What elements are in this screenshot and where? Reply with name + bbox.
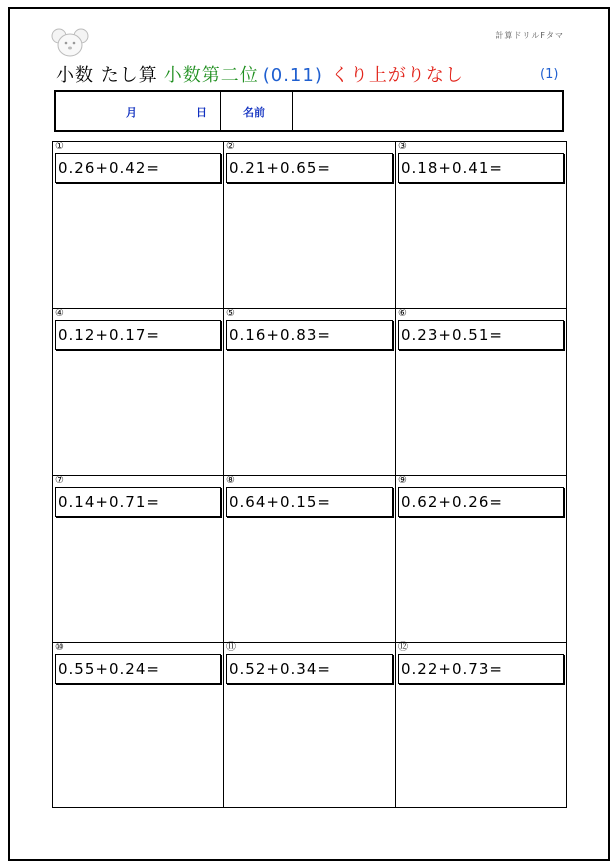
problem-number: ⑦ xyxy=(55,475,64,486)
mouse-mascot-icon xyxy=(50,27,90,59)
problem-number: ⑩ xyxy=(55,642,64,653)
problem-cell[interactable] xyxy=(53,643,224,807)
name-label: 名前 xyxy=(221,92,293,130)
name-date-box xyxy=(54,90,564,132)
name-field[interactable] xyxy=(293,92,562,130)
problem-number: ⑤ xyxy=(226,308,235,319)
day-label: 日 xyxy=(196,106,207,119)
problem-expression: 0.23+0.51= xyxy=(398,320,564,350)
problem-cell[interactable] xyxy=(53,476,224,643)
problem-number: ⑫ xyxy=(398,642,408,653)
problem-expression: 0.16+0.83= xyxy=(226,320,393,350)
date-field[interactable] xyxy=(56,92,221,130)
problem-number: ⑨ xyxy=(398,475,407,486)
title-level: 小数第二位 xyxy=(163,65,259,86)
problem-number: ③ xyxy=(398,141,407,152)
page-title xyxy=(56,61,464,87)
problem-number: ⑥ xyxy=(398,308,407,319)
problem-cell[interactable] xyxy=(396,643,566,807)
problem-expression: 0.55+0.24= xyxy=(55,654,221,684)
sheet-number: (1) xyxy=(540,67,559,82)
problem-expression: 0.21+0.65= xyxy=(226,153,393,183)
title-topic: 小数 たし算 xyxy=(56,65,158,86)
problem-expression: 0.18+0.41= xyxy=(398,153,564,183)
problem-expression: 0.52+0.34= xyxy=(226,654,393,684)
problem-cell[interactable] xyxy=(396,142,566,309)
problem-expression: 0.22+0.73= xyxy=(398,654,564,684)
problem-number: ⑧ xyxy=(226,475,235,486)
problem-grid xyxy=(52,141,567,808)
problem-cell[interactable] xyxy=(53,142,224,309)
month-label: 月 xyxy=(126,106,137,119)
problem-number: ① xyxy=(55,141,64,152)
brand-label: 計算ドリルFタマ xyxy=(495,31,564,40)
title-condition: くり上がりなし xyxy=(330,65,464,86)
problem-cell[interactable] xyxy=(396,309,566,476)
problem-expression: 0.62+0.26= xyxy=(398,487,564,517)
problem-number: ④ xyxy=(55,308,64,319)
problem-cell[interactable] xyxy=(396,476,566,643)
problem-cell[interactable] xyxy=(53,309,224,476)
title-example: (0.11) xyxy=(262,65,323,86)
problem-cell[interactable] xyxy=(224,309,396,476)
problem-number: ⑪ xyxy=(226,642,236,653)
problem-cell[interactable] xyxy=(224,643,396,807)
problem-expression: 0.12+0.17= xyxy=(55,320,221,350)
problem-expression: 0.64+0.15= xyxy=(226,487,393,517)
problem-expression: 0.26+0.42= xyxy=(55,153,221,183)
problem-number: ② xyxy=(226,141,235,152)
problem-expression: 0.14+0.71= xyxy=(55,487,221,517)
problem-cell[interactable] xyxy=(224,142,396,309)
problem-cell[interactable] xyxy=(224,476,396,643)
